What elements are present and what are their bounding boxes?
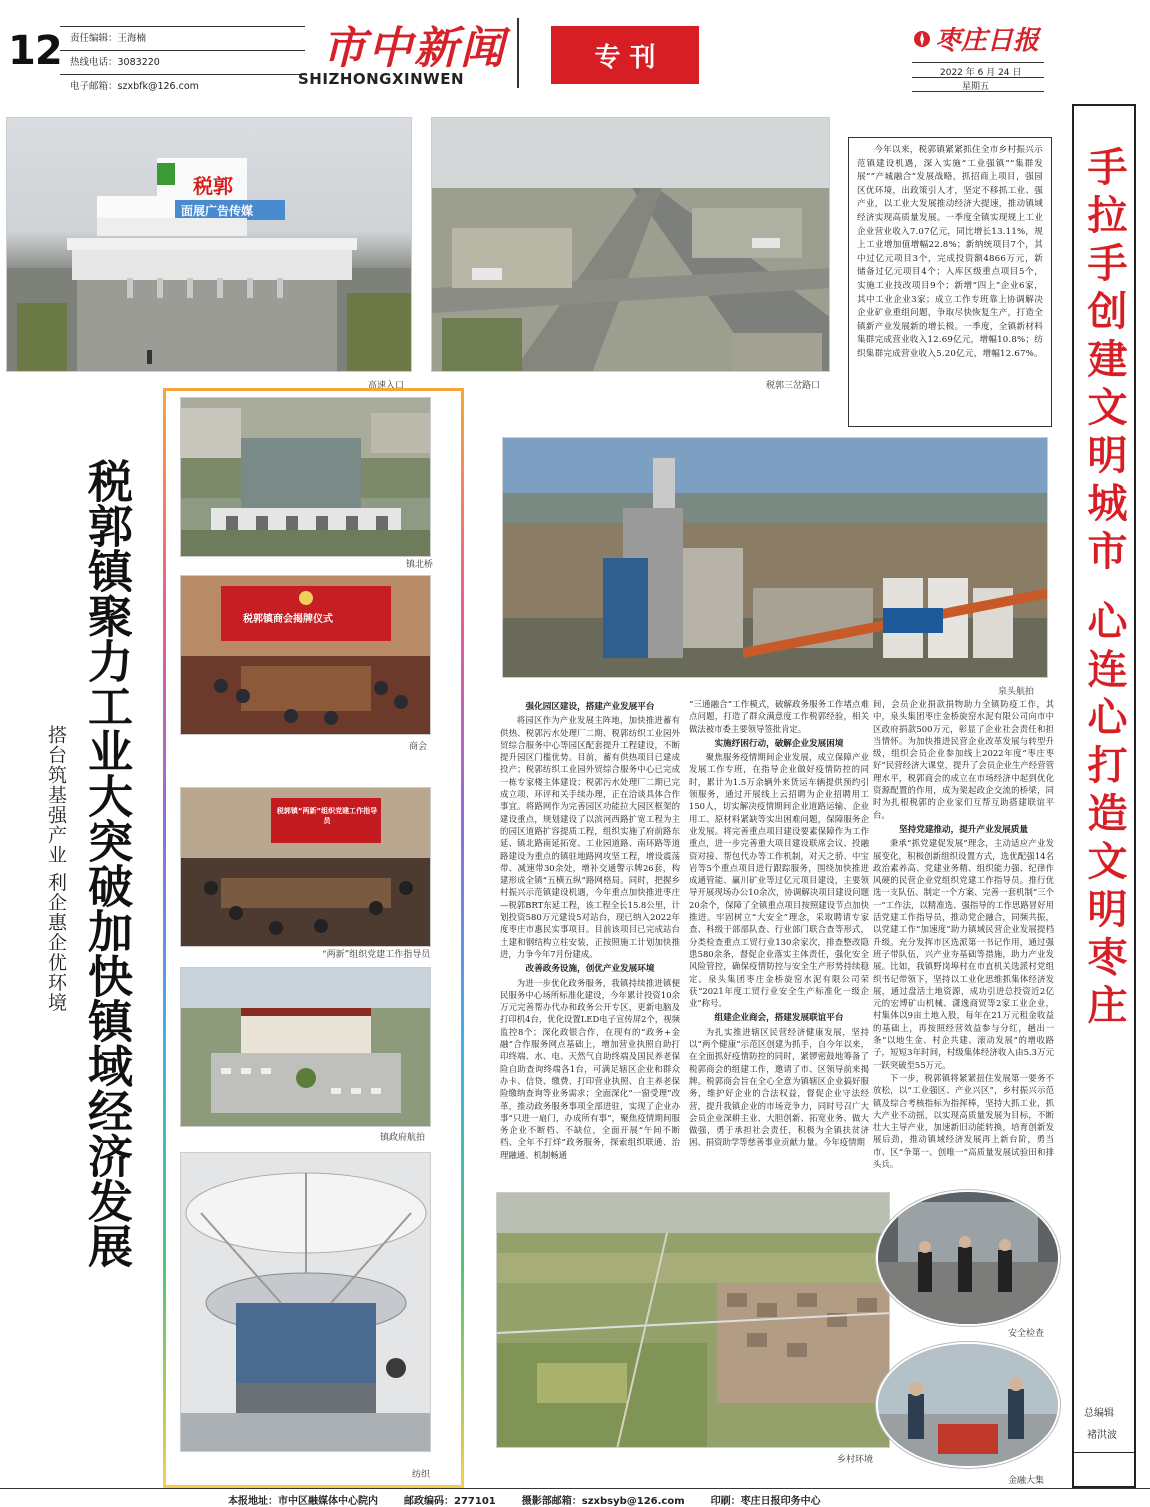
footer-address-value: 市中区融媒体中心院内 [278, 1496, 378, 1507]
highway-gate-sign: 税郭 [193, 174, 233, 198]
editor-name: 王海楠 [117, 33, 147, 44]
page-number: 12 [8, 28, 62, 74]
chamber-meeting-photo [180, 575, 431, 735]
footer-printer [711, 1492, 821, 1507]
footer [228, 1492, 821, 1507]
highway-caption: 高速入口 [368, 381, 405, 391]
article-paragraph: 为进一步优化政务服务，我镇持续推进镇便民服务中心场所标准化建设，今年累计投资10余万元完善帮办代办和政务公开专区，更新电脑及打印机4台，优化设置LED电子宣传屏2个，视频监控8个；深化政银合作，在现有的“政务+金融”合作服务网点基础上，增加营业执照自助打印终端、水、电、天然气自助终端及国民养老保险自助查询终端各1台，可满足辖区企业和群众办卡、信贷、缴费、打印营业执照、自主养老保险缴纳查询等业务需求；全面深化“一窗受理”改革，推动政务服务事项全部进驻，实现了企业办事“只进一扇门，办成所有事”，聚焦疫情期间服务企业不断档、不缺位，全面开展“午间不断档、全年不打烊”政务服务，探索组织联通、治理融通、机制畅通 [500, 977, 680, 1160]
chief-editor-name: 褚洪波 [1087, 1430, 1117, 1441]
side-banner-slogan: 手拉手创建文明城市 心连心打造文明枣庄 [1081, 146, 1127, 1032]
chief-editor-label: 总编辑 [1084, 1408, 1114, 1419]
footer-postcode-value: 277101 [454, 1496, 496, 1507]
article-subheading: 强化园区建设，搭建产业发展平台 [525, 702, 655, 712]
paper-emblem-icon [912, 28, 932, 50]
editor-line [70, 30, 146, 44]
article-paragraph: 秉承“抓党建促发展”理念，主动适应产业发展变化，积极创新组织设置方式，选优配强14名政治素养高、党建业务精、组织能力强、纪律作风硬的民营企业党组织党建工作指导员。推行优选一支队伍、制定一个方案、完善一套机制“三个一”工作法，以精准选、强指导的工作思路冒好用活党建工作指导员，推动党企融合，同频共振，以党建工作“加速度”助力镇域民营企业发展提档升级。充分发挥市区选派第一书记作用，通过强班子带队伍，兴产业夯基础等措施，助力产业发展。比如，我镇野岗埠村在市直机关选派村党组织书记带领下，坚持以工业化思维抓集体经济发展，通过盘活土地资源，成功引进总投资近2亿元的宏博矿山机械、潇逸商贸等2家工业企业，村集体以9亩土地入股，每年在21万元租金收益的基础上，再按照经营效益参与分红，趟出一条“以地生金、村企共建、滚动发展”的增收路子，短短3年时间，村级集体经济收入由5.3万元一跃突破至55万元。 [873, 838, 1054, 1070]
highway-entrance-photo [6, 117, 412, 372]
email-label: 电子邮箱： [70, 81, 118, 92]
footer-address-label: 本报地址： [228, 1496, 278, 1507]
masthead-pinyin: SHIZHONGXINWEN [298, 70, 465, 88]
email-line [70, 78, 199, 92]
article-subheading: 组建企业商会，搭建发展联谊平台 [714, 1013, 844, 1024]
government-aerial-photo [180, 967, 431, 1127]
footer-photo-email-value: szxbsyb@126.com [581, 1496, 685, 1507]
section-tag [551, 26, 699, 84]
footer-printer-value: 枣庄日报印务中心 [740, 1496, 821, 1507]
article-paragraph: “三通融合”工作模式，破解政务服务工作堵点难点问题，打造了群众满意度工作税郭经验，相关做法被市委主要领导签批肯定。 [689, 699, 869, 734]
masthead-divider [517, 18, 519, 88]
side-banner [1072, 104, 1136, 1488]
footer-address [228, 1492, 378, 1507]
billboard-sign: 面展广告传媒 [181, 204, 254, 218]
sub-headline: 搭台筑基强产业 利企惠企优环境 [45, 725, 67, 1013]
intersection-aerial-photo [431, 117, 830, 372]
issue-date: 2022 年 6 月 24 日 [940, 68, 1022, 78]
financial-fair-photo [876, 1342, 1060, 1468]
spinning-machine-photo [180, 1152, 431, 1452]
page-header [0, 0, 1150, 100]
party-guidance-photo [180, 787, 431, 947]
footer-postcode-label: 邮政编码： [404, 1496, 454, 1507]
article-paragraph: 将园区作为产业发展主阵地，加快推进蓄有供热、税郭污水处理厂二期、税郭纺织工业园外贸综合服务中心等园区配套提升工程建设，不断提升园区门槛优势。目前，蓄有供热项目已建成投产；税郭纺织工业园外贸综合服务中心已完成一栋专家楼主体建设；税郭污水处理厂二期已完成立项、环评和关手续办理，正在洽谈具体合作事宜。将路网作为完善园区功能拉大园区框架的建设重点，规划建设了以滨河西路扩宽工程为主的园区道路扩容提质工程，组织实施了府前路东延、镇北路南延拓宽、工业园道路、南环路等道路建设为重点的镇驻地路网攻坚工程，增设震荡带、减速带30余处，增补交通警示牌26套，构建形成全镇“五横五纵”路网格局。同时，把握乡村振兴示范镇建设机遇，今年重点加快推进枣庄—税郭BRT东延工程，该工程全长15.8公里，计划投资580万元建设5对站台，现已纳入2022年度枣庄市惠民实事项目。目前该项目已完成站台土建和钢结构立柱安装，正按照施工计划加快推进，力争今年7月份建成。 [500, 715, 680, 959]
email-address: szxbfk@126.com [117, 81, 199, 92]
paper-name: 枣庄日报 [935, 26, 1040, 56]
article-paragraph: 为扎实推进辖区民营经济健康发展，坚持以“两个健康”示范区创建为抓手，自今年以来，在全面抓好疫情防控的同时，紧锣密鼓地筹备了税郭商会的组建工作，邀请了市、区领导前来揭牌。税郭商会旨在全心全意为镇辖区企业搞好服务，维护好企业的合法权益，督促企业守法经营，提升我镇企业的市场竞争力，同时号召广大会员企业深耕主业、大胆创新、拓宽业务、做大做强，勇于承担社会责任，积极为全镇扶贫济困、捐资助学等慈善事业贡献力量。今年疫情期 [689, 1026, 869, 1148]
hotline-label: 热线电话： [70, 57, 118, 68]
government-caption: 镇政府航拍 [380, 1133, 426, 1143]
footer-photo-email [522, 1492, 685, 1507]
financial-fair-caption: 金融大集 [1008, 1476, 1045, 1486]
village-aerial-photo [496, 1192, 890, 1448]
editor-label: 责任编辑： [70, 33, 118, 44]
spinning-caption: 纺织 [412, 1470, 431, 1480]
bridge-caption: 镇北桥 [406, 560, 434, 570]
intro-box [848, 137, 1052, 427]
newspaper-logo [912, 20, 1039, 57]
article-paragraph: 间，会员企业捐款捐物助力全镇防疫工作，其中，泉头集团枣庄金桥旋窑水泥有限公司向市中区政府捐款500万元，彰显了企业社会责任和担当情怀。为加快推进民营企业改革发展与转型升级，组织会员企业参加线上2022年度“枣庄枣好”民营经济大课堂，提升了会员企业生产经营管理水平，税郭商会的成立在市场经济中起到优化资源配置的作用，成为架起政企交流的桥梁，同时为扎根税郭的企业家们互帮互助搭建联谊平台。 [873, 699, 1054, 820]
footer-postcode [404, 1492, 496, 1507]
main-headline: 税郭镇聚力工业大突破加快镇域经济发展 [80, 458, 133, 1268]
footer-printer-label: 印刷： [710, 1496, 741, 1507]
chamber-caption: 商会 [409, 742, 428, 752]
footer-photo-email-label: 摄影部邮箱： [521, 1496, 582, 1507]
issue-weekday: 星期五 [962, 82, 990, 92]
meeting-banner-text: 税郭镇商会揭牌仪式 [243, 614, 333, 625]
intro-text: 今年以来，税郭镇紧紧抓住全市乡村振兴示范镇建设机遇，深入实施“工业强镇”“集群发展”“产城融合”发展战略，抓招商上项目，强园区优环境，出政策引人才，坚定不移抓工业、强产业，以工业大发展推动经济大提速，推动镇域经济实现高质量发展。一季度全镇实现规上工业企业营业收入7.07亿元，同比增长13.11%，规上工业增加值增幅22.8%；新纳统项目7个，其中过亿元项目3个，完成投资额4866万元，新储备过亿元项目4个；入库区级重点项目5个，实施工业技改项目9个；新增“四上”企业6家，其中工业企业3家；成立工作专班靠上协调解决企业矿业重组问题，争取尽快恢复生产，打造全镇新产业发展新的增长极。一季度，全镇新材料集群完成营业收入12.69亿元，增幅10.8%；纺织集群完成营业收入5.20亿元，增幅12.67%。 [857, 145, 1043, 359]
section-label: 专 刊 [594, 42, 656, 73]
party-caption: “两新”组织党建工作指导员 [322, 950, 431, 960]
article-subheading: 实施纾困行动，破解企业发展困境 [714, 738, 844, 749]
safety-inspection-photo [876, 1190, 1060, 1326]
masthead-title: 市中新闻 [322, 23, 506, 74]
intersection-caption: 税郭三岔路口 [766, 381, 821, 391]
village-caption: 乡村环境 [837, 1455, 874, 1465]
safety-caption: 安全检查 [1008, 1329, 1045, 1339]
party-banner-text: 税郭镇“两新”组织党建工作指导员 [276, 807, 378, 825]
cement-plant-aerial-photo [502, 437, 1048, 678]
article-paragraph: 下一步，税郭镇将紧紧扭住发展第一要务不放松，以“工业强区、产业兴区”，乡村振兴示范镇及综合考核指标为指挥棒，坚持大抓工业，抓大产业不动摇，以实现高质量发展为目标，不断壮大主导产业，加速新旧动能转换，培育创新发展后劲，推动镇域经济发展再上新台阶，勇当市、区“争第一、创唯一”高质量发展试验田和排头兵。 [873, 1072, 1054, 1169]
bridge-photo [180, 397, 431, 557]
hotline-line [70, 54, 160, 68]
cement-caption: 泉头航拍 [998, 687, 1035, 697]
article-subheading: 改善政务设施，创优产业发展环境 [525, 964, 655, 975]
hotline-number: 3083220 [117, 57, 160, 68]
article-paragraph: 聚焦服务疫情期间企业发展，成立保障产业发展工作专班，在指导企业做好疫情防控的同时，累计为1.5万余辆外来货运车辆提供预约引领服务，通过开展线上云招聘为企业招聘用工150人，切实解决疫情期间企业道路运输、企业用工、原材料紧缺等实出困难问题，保障服务企业发展。将完善重点项目建设要素保障作为工作重点，进一步完善重大项目建设联席会议、投融资对接、帮包代办等工作机制，对天之骄、中宝岩等5个重点项目进行跟踪服务，围绕加快推进成通管能、赢川矿业等过亿元项目建设，主要领导开展现场办公10余次，协调解决项目建设问题20余个，保障了全镇重点项目按照建设节点加快推进。牢固树立“大安全”理念，采取聘请专家查、科级干部部队查、行业部门联合查等形式，分类检查重点工贸行业130余家次，排查整改隐患580余条，督促企业落实主体责任，强化安全风险管控，确保疫情防控与安全生产形势持续稳定。泉头集团枣庄金桥旋窑水泥有限公司荣获“2021年度工贸行业安全生产标准化一级企业”称号。 [689, 752, 869, 1009]
article-subheading: 坚持党建推动，提升产业发展质量 [899, 824, 1028, 835]
